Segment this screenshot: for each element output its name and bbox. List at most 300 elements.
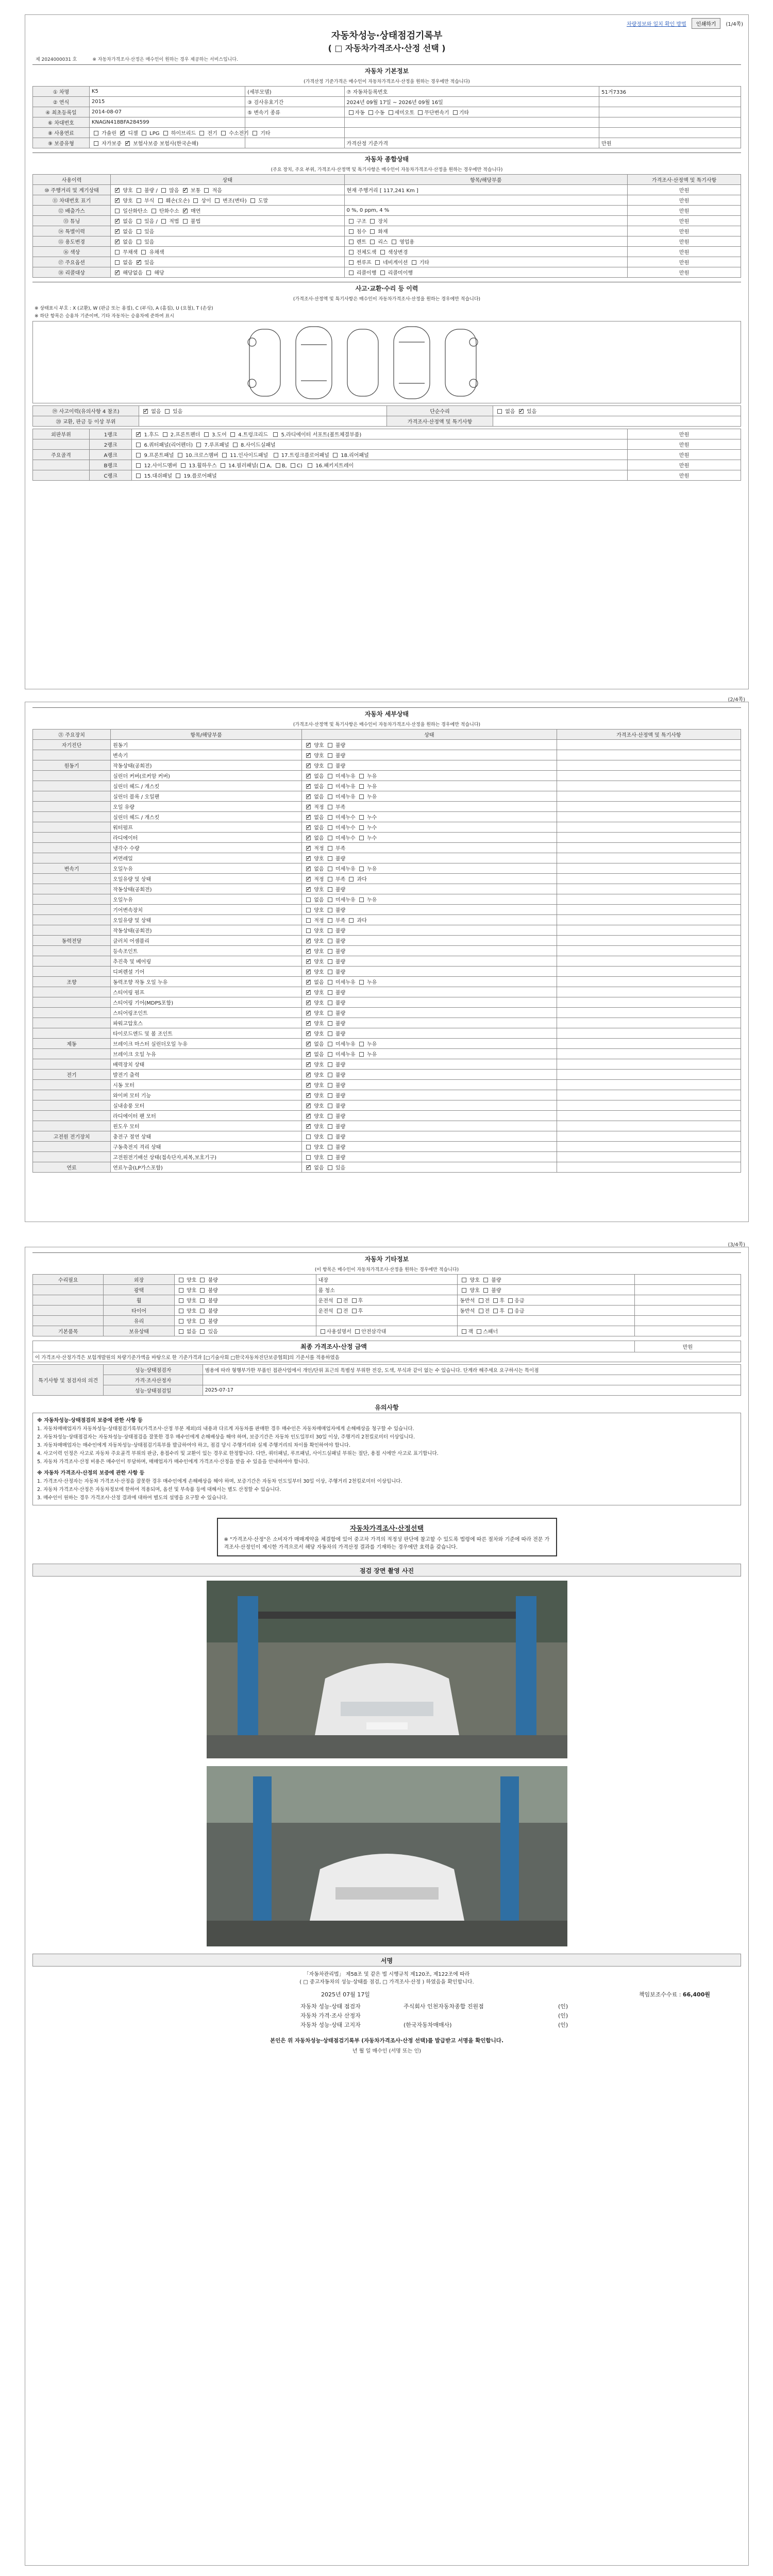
checkbox-checked <box>306 959 311 964</box>
basic-value: K5 <box>89 87 245 97</box>
etc-item: 보유상태 <box>104 1326 174 1336</box>
checkbox <box>328 939 332 943</box>
basic-info-row <box>33 117 741 128</box>
checkbox-checked <box>306 815 311 820</box>
status-price: 만원 <box>628 247 741 257</box>
status-row <box>33 257 741 267</box>
detail-item: 파워고압호스 <box>111 1018 302 1028</box>
checkbox-checked <box>306 856 311 861</box>
checkbox-checked <box>306 1165 311 1170</box>
checkbox <box>306 1134 311 1139</box>
page-number: (1/4쪽) <box>726 22 743 27</box>
special-key: 성능·상태점검자 <box>104 1365 203 1375</box>
detail-group <box>33 946 111 956</box>
frame-price: 만원 <box>628 470 741 481</box>
frame-group <box>33 470 90 481</box>
checkbox <box>137 219 141 224</box>
detail-state: 양호 불량 <box>302 1131 557 1142</box>
accident-value-2 <box>493 416 741 427</box>
checkbox <box>349 877 354 882</box>
detail-header-0: ㉑ 주요장치 <box>33 730 111 740</box>
detail-state: ✓ 양호 불량 <box>302 853 557 863</box>
detail-price <box>557 1018 741 1028</box>
checkbox <box>204 432 209 437</box>
checkbox <box>493 1309 498 1313</box>
status-header-3: 가격조사·산정액 및 특기사항 <box>628 175 741 185</box>
checkbox <box>349 260 354 265</box>
checkbox <box>497 409 502 414</box>
checkbox <box>462 1329 466 1334</box>
page-number-3: (3/4쪽) <box>728 1242 745 1248</box>
status-table <box>32 174 741 278</box>
detail-state: ✓ 없음 미세누수 누수 <box>302 833 557 843</box>
accident-row <box>33 416 741 427</box>
checkbox <box>165 409 170 414</box>
fee-value: 66,400원 <box>682 1991 710 1998</box>
detail-state: ✓ 없음 미세누유 누유 <box>302 1049 557 1059</box>
checkbox <box>306 928 311 933</box>
status-row <box>33 195 741 206</box>
checkbox <box>328 774 332 778</box>
etc-group <box>33 1285 104 1295</box>
status-item: ⑯ 색상 <box>33 247 111 257</box>
etc-state-2: 잭 스패너 <box>458 1326 635 1336</box>
page-2 <box>25 697 749 1222</box>
checkbox-checked <box>306 1001 311 1005</box>
checkbox <box>483 1278 488 1282</box>
detail-group <box>33 1111 111 1121</box>
print-button[interactable]: 인쇄하기 <box>692 18 721 29</box>
detail-item: 타이로드엔드 및 볼 조인트 <box>111 1028 302 1039</box>
detail-state: ✓ 적정 부족 과다 <box>302 874 557 884</box>
detail-item: 발전기 출력 <box>111 1070 302 1080</box>
verify-link[interactable]: 차량정보와 일치 확인 방법 <box>627 22 686 27</box>
car-side-right-icon <box>445 329 476 396</box>
frame-rank: B랭크 <box>89 460 131 470</box>
frame-items <box>132 429 628 439</box>
fee-label: 책임보조수수료 : <box>638 1991 681 1998</box>
status-price: 만원 <box>628 257 741 267</box>
detail-row <box>33 1080 741 1090</box>
detail-item: 디퍼렌셜 기어 <box>111 967 302 977</box>
checkbox <box>328 753 332 758</box>
checkbox <box>200 1288 205 1293</box>
checkbox <box>368 110 373 115</box>
detail-state: ✓ 양호 불량 <box>302 1100 557 1111</box>
checkbox-checked <box>306 1114 311 1118</box>
checkbox-checked <box>306 1083 311 1088</box>
final-price-table <box>32 1341 741 1362</box>
frame-rank: A랭크 <box>89 450 131 460</box>
checkbox <box>196 443 201 447</box>
signer-row <box>300 2020 679 2029</box>
detail-row <box>33 1059 741 1070</box>
checkbox <box>328 1062 332 1067</box>
checkbox <box>183 219 188 224</box>
signer-mark: (인) <box>558 2022 568 2028</box>
detail-price <box>557 936 741 946</box>
basic-label: ⑨ 보증유형 <box>33 138 90 148</box>
checkbox <box>508 1309 513 1313</box>
checkbox <box>370 240 375 244</box>
status-state: ✓ 없음 있음 <box>111 236 344 247</box>
special-row <box>33 1375 741 1385</box>
checkbox <box>359 1042 364 1046</box>
checkbox <box>328 867 332 871</box>
frame-items-1: 6.쿼터패널(리어펜더) 7.루프패널 8.사이드실패널 <box>134 443 275 448</box>
detail-row <box>33 1028 741 1039</box>
checkbox-checked <box>306 949 311 954</box>
special-key: 성능·상태점검일 <box>104 1385 203 1396</box>
detail-group <box>33 1008 111 1018</box>
checkbox <box>349 270 354 275</box>
checkbox <box>163 131 168 135</box>
notice-item: 3. 자동차매매업자는 매수인에게 자동차성능·상태점검기록부를 발급하여야 하고, 점검 당시 주행거리와 실제 주행거리의 차이를 확인하여야 합니다. <box>37 1443 351 1448</box>
status-detail: 렌트 리스 영업용 <box>344 236 628 247</box>
detail-item: 라디에이터 팬 모터 <box>111 1111 302 1121</box>
detail-item: 동력조향 작동 오일 누유 <box>111 977 302 987</box>
detail-price <box>557 853 741 863</box>
detail-group <box>33 1049 111 1059</box>
checkbox <box>462 1288 466 1293</box>
detail-group <box>33 884 111 894</box>
detail-state: 적정 부족 과다 <box>302 915 557 925</box>
basic-info-row <box>33 87 741 97</box>
basic-value-b <box>245 138 344 148</box>
detail-state: ✓ 양호 불량 <box>302 1111 557 1121</box>
status-price: 만원 <box>628 185 741 195</box>
sign-law-2: ( □ 중고자동차의 성능·상태를 점검, □ 가격조사·산정 ) 하였음을 확인합니다. <box>299 1979 474 1985</box>
detail-row <box>33 997 741 1008</box>
checkbox <box>137 188 141 193</box>
status-header-1: 상태 <box>111 175 344 185</box>
etc-row <box>33 1326 741 1336</box>
checkbox <box>453 110 458 115</box>
checkbox-checked <box>306 836 311 840</box>
detail-state: 없음 미세누유 누유 <box>302 894 557 905</box>
notice-item: 3. 매수인이 원하는 경우 가격조사·산정 결과에 대하여 별도의 설명을 요구할 수 있습니다. <box>37 1495 228 1501</box>
accident-label-2: 가격조사·산정액 및 특기사항 <box>386 416 493 427</box>
etc-state-2 <box>458 1316 635 1326</box>
etc-row <box>33 1316 741 1326</box>
checkbox <box>349 110 354 115</box>
car-diagram-svg <box>33 321 742 403</box>
checkbox <box>328 959 332 964</box>
detail-item: 작동상태(공회전) <box>111 925 302 936</box>
detail-state: ✓ 양호 불량 <box>302 946 557 956</box>
etc-row <box>33 1275 741 1285</box>
detail-price <box>557 1090 741 1100</box>
checkbox-checked <box>306 1042 311 1046</box>
checkbox <box>215 198 220 203</box>
notice-item: 4. 사고이력 인정은 사고로 자동차 주요골격 부위의 판금, 용접수리 및 교환이 있는 경우로 한정합니다. 다만, 쿼터패널, 루프패널, 사이드실패널 부위는 절단, 용접 시에만 사고로 표기합니다. <box>37 1451 439 1456</box>
checkbox <box>352 1309 357 1313</box>
signers <box>300 2002 679 2029</box>
checkbox <box>200 1319 205 1324</box>
detail-price <box>557 863 741 874</box>
basic-value-b <box>245 117 344 128</box>
status-row <box>33 226 741 236</box>
checkbox <box>328 815 332 820</box>
status-item: ⑫ 배출가스 <box>33 206 111 216</box>
checkbox <box>328 887 332 892</box>
checkbox <box>306 1155 311 1160</box>
checkbox <box>328 743 332 748</box>
checkbox-checked <box>306 1021 311 1026</box>
etc-item-2: 운전석 전 후 <box>316 1295 458 1306</box>
checkbox-checked <box>306 1104 311 1108</box>
basic-value: 2014-08-07 <box>89 107 245 117</box>
checkbox <box>333 453 338 457</box>
detail-item: 기어변속장치 <box>111 905 302 915</box>
detail-group: 전기 <box>33 1070 111 1080</box>
checkbox <box>328 1124 332 1129</box>
etc-item: 타이어 <box>104 1306 174 1316</box>
detail-item: 등속조인트 <box>111 946 302 956</box>
basic-label-2: ⑦ 자동차등록번호 <box>344 87 599 97</box>
detail-row <box>33 1008 741 1018</box>
detail-state: ✓ 양호 불량 <box>302 987 557 997</box>
checkbox <box>115 209 120 213</box>
detail-group <box>33 1059 111 1070</box>
detail-row <box>33 1070 741 1080</box>
checkbox <box>222 453 227 457</box>
checkbox <box>328 1093 332 1098</box>
special-row <box>33 1365 741 1375</box>
detail-item: 클러치 어셈블리 <box>111 936 302 946</box>
detail-price <box>557 1142 741 1152</box>
special-value: 2025-07-17 <box>203 1385 741 1396</box>
detail-state: ✓ 없음 미세누유 누유 <box>302 791 557 802</box>
checkbox <box>477 1329 481 1334</box>
detail-item: 실린더 블록 / 오일팬 <box>111 791 302 802</box>
checkbox <box>479 1298 483 1303</box>
frame-items <box>132 439 628 450</box>
basic-value: 자가보증 ✓ 보험사보증 보험사(한국손해) <box>89 138 245 148</box>
checkbox-checked <box>137 260 141 265</box>
detail-group <box>33 925 111 936</box>
detail-item: 충전구 절연 상태 <box>111 1131 302 1142</box>
checkbox <box>321 1329 325 1334</box>
checkbox-checked <box>306 1062 311 1067</box>
basic-value: KNAGN418BFA284599 <box>89 117 245 128</box>
frame-row <box>33 429 741 439</box>
detail-row <box>33 874 741 884</box>
basic-label-2: 2024년 09월 17일 ~ 2026년 09월 16일 <box>344 97 599 107</box>
status-detail: 구조 장치 <box>344 216 628 226</box>
detail-item: 브레이크 오일 누유 <box>111 1049 302 1059</box>
checkbox <box>179 1309 183 1313</box>
page-1 <box>25 14 749 689</box>
basic-value: 가솔린 ✓ 디젤 LPG 하이브리드 전기 수소전기 기타 <box>89 128 245 138</box>
checkbox-checked <box>183 209 188 213</box>
status-price: 만원 <box>628 216 741 226</box>
detail-row <box>33 956 741 967</box>
etc-state: 양호 불량 <box>174 1306 316 1316</box>
detail-state: ✓ 양호 불량 <box>302 1080 557 1090</box>
detail-item: 윈도우 모터 <box>111 1121 302 1131</box>
detail-group: 고전원 전기장치 <box>33 1131 111 1142</box>
signer-row <box>300 2002 679 2011</box>
basic-value-b: ③ 검사유효기간 <box>245 97 344 107</box>
status-state: 없음 ✓ 있음 <box>111 257 344 267</box>
detail-price <box>557 781 741 791</box>
status-row <box>33 236 741 247</box>
checkbox <box>328 877 332 882</box>
etc-row <box>33 1285 741 1295</box>
detail-row <box>33 1152 741 1162</box>
detail-state: ✓ 없음 미세누유 누유 <box>302 781 557 791</box>
detail-group <box>33 791 111 802</box>
etc-state: 양호 불량 <box>174 1295 316 1306</box>
frame-group: 외판부위 <box>33 429 90 439</box>
accident-table <box>32 405 741 427</box>
sign-date-row <box>321 1990 710 1998</box>
frame-items-2: 16.패키지트레이 <box>306 463 354 469</box>
checkbox <box>221 131 226 135</box>
price-select-title: 자동차가격조사·산정선택 <box>349 1525 424 1533</box>
etc-state: 양호 불량 <box>174 1275 316 1285</box>
detail-price <box>557 1070 741 1080</box>
detail-price <box>557 750 741 760</box>
detail-group: 제동 <box>33 1039 111 1049</box>
etc-price <box>634 1275 741 1285</box>
checkbox <box>328 1155 332 1160</box>
detail-item: 실린더 헤드 / 개스킷 <box>111 781 302 791</box>
etc-item: 외장 <box>104 1275 174 1285</box>
checkbox <box>179 1288 183 1293</box>
status-item: ⑮ 용도변경 <box>33 236 111 247</box>
detail-price <box>557 874 741 884</box>
signer-row <box>300 2011 679 2020</box>
detail-group <box>33 822 111 833</box>
checkbox <box>158 198 163 203</box>
frame-items <box>132 460 628 470</box>
checkbox <box>328 794 332 799</box>
checkbox <box>306 1145 311 1149</box>
detail-item: 시동 모터 <box>111 1080 302 1090</box>
etc-state-2: 동반석 전 후 응급 <box>458 1306 635 1316</box>
detail-price <box>557 925 741 936</box>
frame-price: 만원 <box>628 460 741 470</box>
detail-item: 오일유량 및 상태 <box>111 874 302 884</box>
status-price: 만원 <box>628 267 741 278</box>
notice-item: 1. 자동차매매업자가 자동차성능·상태점검기록부(가격조사·산정 부분 제외)의 내용과 다르게 자동차를 판매한 경우 매수인은 자동차매매업자에게 손해배상을 청구할 수 있습니다. <box>37 1426 414 1432</box>
status-item: ⑩ 주행거리 및 계기상태 <box>33 185 111 195</box>
checkbox <box>337 1309 342 1313</box>
status-header-0: 사용이력 <box>33 175 111 185</box>
detail-title: 자동차 세부상태 <box>32 707 741 720</box>
checkbox-checked <box>306 794 311 799</box>
detail-state: ✓ 없음 미세누수 누수 <box>302 812 557 822</box>
checkbox <box>137 229 141 234</box>
status-state: ✓ 양호 불량 / 많음 ✓ 보통 적음 <box>111 185 344 195</box>
accident-value: ✓ 없음 있음 <box>139 406 387 416</box>
checkbox <box>337 1298 342 1303</box>
frame-row <box>33 470 741 481</box>
detail-row <box>33 1111 741 1121</box>
detail-item: 오일유량 및 상태 <box>111 915 302 925</box>
detail-row <box>33 760 741 771</box>
status-item: ⑪ 차대번호 표기 <box>33 195 111 206</box>
detail-group <box>33 853 111 863</box>
frame-items-1: 12.사이드멤버 13.휠하우스 14.필러패널( A, B, C) <box>134 463 302 469</box>
checkbox-checked <box>306 1073 311 1077</box>
checkbox-checked <box>183 188 188 193</box>
checkbox <box>380 270 385 275</box>
checkbox <box>328 990 332 995</box>
frame-price: 만원 <box>628 439 741 450</box>
status-detail: 전체도색 색상변경 <box>344 247 628 257</box>
detail-row <box>33 781 741 791</box>
detail-group <box>33 771 111 781</box>
detail-row <box>33 915 741 925</box>
frame-group: 주요골격 <box>33 450 90 460</box>
detail-state: ✓ 양호 불량 <box>302 1121 557 1131</box>
detail-state: ✓ 양호 불량 <box>302 967 557 977</box>
checkbox <box>349 240 354 244</box>
document-subtitle: ( □ 자동차가격조사·산정 선택 ) <box>328 43 446 53</box>
checkbox <box>349 229 354 234</box>
checkbox-checked <box>306 990 311 995</box>
etc-item: 유리 <box>104 1316 174 1326</box>
detail-row <box>33 967 741 977</box>
detail-state: ✓ 양호 불량 <box>302 1059 557 1070</box>
detail-row <box>33 791 741 802</box>
checkbox-checked <box>115 240 120 244</box>
detail-row <box>33 977 741 987</box>
accident-note: (가격조사·산정액 및 특기사항은 매수인이 자동차가격조사·산정을 원하는 경우에만 적습니다) <box>293 297 481 302</box>
detail-table <box>32 729 741 1173</box>
checkbox <box>328 836 332 840</box>
detail-price <box>557 802 741 812</box>
checkbox <box>359 825 364 830</box>
detail-price <box>557 1131 741 1142</box>
basic-value-b: (세부모델) <box>245 87 344 97</box>
status-detail: 현재 주행거리 [ 117,241 Km ] <box>344 185 628 195</box>
status-row <box>33 206 741 216</box>
final-price-note: 이 가격조사·산정가격은 보험개발원의 차량기준가액을 바탕으로 한 기준가격과 [□기술사회 □한국자동차진단보증협회]의 기준서를 적용하였음 <box>33 1352 741 1362</box>
checkbox <box>115 260 120 265</box>
top-actions <box>627 18 743 29</box>
checkbox <box>161 188 166 193</box>
checkbox <box>136 443 141 447</box>
checkbox-checked <box>125 141 130 146</box>
checkbox <box>176 473 180 478</box>
checkbox <box>392 240 396 244</box>
basic-info-title: 자동차 기본정보 <box>32 64 741 77</box>
inspection-photo-front <box>207 1581 567 1758</box>
detail-item: 오일누유 <box>111 863 302 874</box>
checkbox <box>359 1052 364 1057</box>
checkbox-checked <box>306 846 311 851</box>
detail-item: 연료누출(LP가스포함) <box>111 1162 302 1173</box>
checkbox <box>136 453 141 457</box>
status-row <box>33 267 741 278</box>
accident-label: ⑳ 교환, 판금 등 이상 부위 <box>33 416 139 427</box>
detail-group <box>33 781 111 791</box>
checkbox <box>328 784 332 789</box>
detail-row <box>33 802 741 812</box>
detail-group <box>33 1018 111 1028</box>
basic-info-note: (가격산정 기준가격은 매수인이 자동차가격조사·산정을 원하는 경우에만 적습니다) <box>304 79 470 84</box>
meta-notice: ※ 자동차가격조사·산정은 매수인이 원하는 경우 제공하는 서비스입니다. <box>92 57 238 62</box>
detail-price <box>557 977 741 987</box>
checkbox <box>328 949 332 954</box>
detail-row <box>33 1039 741 1049</box>
status-note: (주요 장치, 주요 부위, 가격조사·산정액 및 특기사항은 매수인이 자동차가격조사·산정을 원하는 경우에만 적습니다) <box>271 167 503 173</box>
inspection-photo-rear-svg <box>207 1766 567 1946</box>
